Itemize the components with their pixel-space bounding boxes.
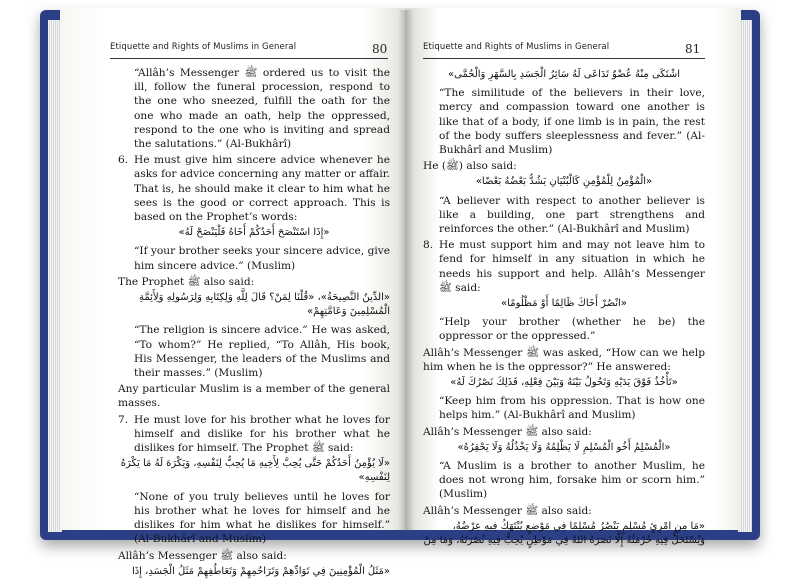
list-item-text: He must give him sincere advice whenever he asks for advice concerning any matter or affair. That is, he should make it clear to him what he sees is the good or correct approach. This is based on the Prophet’s words: xyxy=(134,154,390,224)
hadith-translation: “The similitude of the believers in their love, mercy and compassion toward one another is like that of a body, if one limb is in pain, the rest of the body suffers sleeplessness and fever.” (Al-Bukhârî and Muslim) xyxy=(439,87,705,157)
running-head-right: Etiquette and Rights of Muslims in General xyxy=(423,42,610,52)
book-gutter xyxy=(398,10,414,530)
header-rule-right xyxy=(423,58,705,59)
right-page-text xyxy=(423,66,705,552)
header-rule-left xyxy=(110,58,388,59)
hadith-translation: “None of you truly believes until he loves for his brother what he loves for himself and he dislikes for him what he dislikes for himself.” (Al-Bukhârî and Muslim) xyxy=(134,490,390,546)
arabic-hadith: «مَا مِنِ امْرِئٍ مُسْلِمٍ يَنْصُرُ مُسْلِمًا فِي مَوْضِعٍ يُنْتَهَكُ فِيهِ عِرْضُهُ، وَيُسْتَحَلُّ فِيهِ حُرْمَتُهُ إِلَّا نَصَرَهُ اللهُ فِي مَوْطِنٍ يُحِبُّ فِيهِ نُصْرَتَهُ، وَمَا مِنْ xyxy=(423,520,705,547)
left-paragraph: “Allâh’s Messenger ﷺ ordered us to visit the ill, follow the funeral procession, respond to the one who sneezed, fulfill the oath for the one who made an oath, help the oppressed, respond to the one who is inviting and spread the salutations.” (Al-Bukhârî) xyxy=(134,67,390,151)
hadith-translation: “A believer with respect to another believer is like a building, one part strengthens and reinforces the other.” (Al-Bukhârî and Muslim) xyxy=(439,194,705,236)
right-paragraph: Allâh’s Messenger ﷺ was asked, “How can we help him when he is the oppressor?” He answered: xyxy=(423,346,705,373)
arabic-hadith: اشْتَكَى مِنْهُ عُضْوٌ تَدَاعَى لَهُ سَائِرُ الْجَسَدِ بِالسَّهَرِ وَالْحُمَّى» xyxy=(448,69,680,80)
arabic-hadith: «إِذَا اسْتَنْصَحَ أَحَدُكُمْ أَخَاهُ فَلْيَنْصَحْ لَهُ» xyxy=(178,227,330,239)
hadith-translation: “Keep him from his oppression. That is how one helps him.” (Al-Bukhârî and Muslim) xyxy=(439,395,705,422)
hadith-translation: “The religion is sincere advice.” He was asked, “To whom?” He replied, “To Allâh, His book, His Messenger, the leaders of the Muslims and their masses.” (Muslim) xyxy=(134,324,390,380)
right-paragraph: Allâh’s Messenger ﷺ also said: xyxy=(423,425,592,438)
list-number: 8. xyxy=(423,239,434,252)
arabic-hadith: «انْصُرْ أَخَاكَ ظَالِمًا أَوْ مَظْلُومًا» xyxy=(501,298,627,310)
hadith-translation: “Help your brother (whether he be) the oppressor or the oppressed.” xyxy=(439,316,705,343)
page-number-right: 81 xyxy=(685,42,701,56)
list-number: 7. xyxy=(118,413,129,426)
running-head-left: Etiquette and Rights of Muslims in General xyxy=(110,42,297,52)
left-paragraph: The Prophet ﷺ also said: xyxy=(118,275,255,288)
right-page xyxy=(405,8,741,547)
arabic-hadith: «الْمُسْلِمُ أَخُو الْمُسْلِمِ لَا يَظْلِمُهُ وَلَا يَخْذُلُهُ وَلَا يَحْقِرُهُ» xyxy=(457,441,671,453)
arabic-hadith: «تَأْخُذُ فَوْقَ يَدَيْهِ وَتَحُولُ بَيْنَهُ وَبَيْنَ فِعْلِهِ، فَذَلِكَ نَصْرُكَ لَهُ» xyxy=(450,377,678,389)
hadith-translation: “If your brother seeks your sincere advice, give him sincere advice.” (Muslim) xyxy=(134,245,390,272)
list-item-6 xyxy=(118,153,390,224)
list-item-7 xyxy=(118,413,390,456)
arabic-hadith: «الْمُؤْمِنُ لِلْمُؤْمِنِ كَالْبُنْيَانِ يَشُدُّ بَعْضُهُ بَعْضًا» xyxy=(475,176,653,188)
left-page-text xyxy=(118,66,390,583)
left-page xyxy=(60,8,405,577)
hadith-translation: “A Muslim is a brother to another Muslim, he does not wrong him, forsake him or scorn him.” (Muslim) xyxy=(439,460,705,501)
arabic-hadith: «مَثَلُ الْمُؤْمِنِينَ فِي تَوَادِّهِمْ وَتَرَاحُمِهِمْ وَتَعَاطُفِهِمْ مَثَلُ الْجَسَدِ، إِذَا xyxy=(131,565,390,577)
list-number: 6. xyxy=(118,154,129,167)
left-paragraph: Allâh’s Messenger ﷺ also said: xyxy=(118,549,287,562)
arabic-hadith: «لَا يُؤْمِنُ أَحَدُكُمْ حَتَّى يُحِبَّ لِأَخِيهِ مَا يُحِبُّ لِنَفْسِهِ، وَيَكْرَهَ لَهُ مَا يَكْرَهُ لِنَفْسِهِ» xyxy=(120,458,390,484)
list-item-8 xyxy=(423,238,705,295)
list-item-text: He must support him and may not leave him to fend for himself in any situation in which he needs his support and help. Allâh’s Messenger ﷺ said: xyxy=(439,239,705,294)
left-paragraph: Any particular Muslim is a member of the general masses. xyxy=(118,383,390,410)
arabic-hadith: «الدِّينُ النَّصِيحَةُ»، «قُلْنَا لِمَنْ؟ قَالَ لِلَّهِ وَلِكِتَابِهِ وَلِرَسُولِهِ وَلِأَئِمَّةِ الْمُسْلِمِينَ وَعَامَّتِهِمْ» xyxy=(139,292,390,318)
right-paragraph: He (ﷺ) also said: xyxy=(423,160,517,173)
list-item-text: He must love for his brother what he loves for himself and dislike for his brother what he dislikes for himself. The Prophet ﷺ said: xyxy=(134,413,390,455)
right-paragraph: Allâh’s Messenger ﷺ also said: xyxy=(423,504,592,517)
page-number-left: 80 xyxy=(372,42,388,56)
